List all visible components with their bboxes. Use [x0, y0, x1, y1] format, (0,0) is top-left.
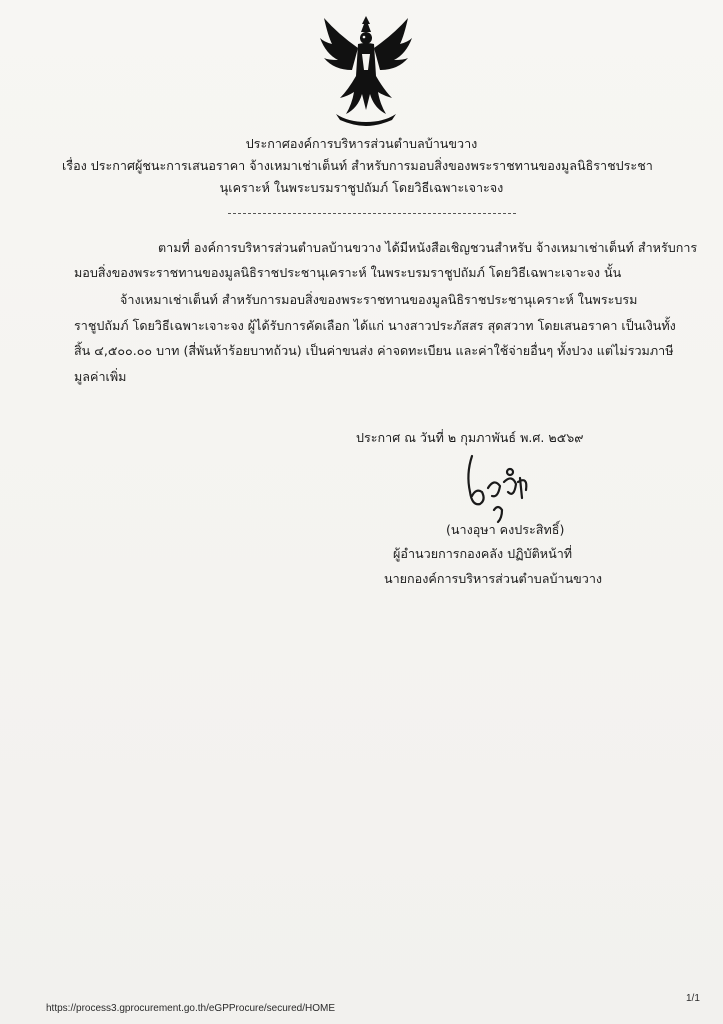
signer-position-1: ผู้อำนวยการกองคลัง ปฏิบัติหน้าที่	[393, 546, 573, 561]
garuda-emblem-icon	[318, 14, 414, 126]
paragraph-2-line-3: สิ้น ๔,๕๐๐.๐๐ บาท (สี่พันห้าร้อยบาทถ้วน) เป็นค่าขนส่ง ค่าจดทะเบียน และค่าใช้จ่ายอื่นๆ ทั้งปวง แต่ไม่รวมภาษี	[74, 343, 674, 358]
dashed-divider	[228, 213, 516, 214]
paragraph-1-line-1: ตามที่ องค์การบริหารส่วนตำบลบ้านขวาง ได้มีหนังสือเชิญชวนสำหรับ จ้างเหมาเช่าเต็นท์ สำหรับการ	[158, 240, 698, 255]
document-title: ประกาศองค์การบริหารส่วนตำบลบ้านขวาง	[245, 136, 478, 151]
subject-line-1: เรื่อง ประกาศผู้ชนะการเสนอราคา จ้างเหมาเช่าเต็นท์ สำหรับการมอบสิ่งของพระราชทานของมูลนิธิราชประชา	[62, 158, 653, 173]
subject-line-2: นุเคราะห์ ในพระบรมราชูปถัมภ์ โดยวิธีเฉพาะเจาะจง	[219, 180, 504, 195]
paragraph-2-line-4: มูลค่าเพิ่ม	[74, 369, 127, 384]
paragraph-2-line-1: จ้างเหมาเช่าเต็นท์ สำหรับการมอบสิ่งของพระราชทานของมูลนิธิราชประชานุเคราะห์ ในพระบรม	[120, 292, 638, 307]
paragraph-2-line-2: ราชูปถัมภ์ โดยวิธีเฉพาะเจาะจง ผู้ได้รับการคัดเลือก ได้แก่ นางสาวประภัสสร สุดสวาท โดยเสนอราคา เป็นเงินทั้ง	[74, 318, 676, 333]
signer-position-2: นายกองค์การบริหารส่วนตำบลบ้านขวาง	[384, 571, 603, 586]
handwritten-signature	[458, 452, 554, 532]
print-footer-page-number: 1/1	[686, 993, 700, 1004]
announcement-date: ประกาศ ณ วันที่ ๒ กุมภาพันธ์ พ.ศ. ๒๕๖๙	[356, 430, 584, 445]
print-footer-url: https://process3.gprocurement.go.th/eGPProcure/secured/HOME	[46, 1003, 336, 1014]
paragraph-1-line-2: มอบสิ่งของพระราชทานของมูลนิธิราชประชานุเคราะห์ ในพระบรมราชูปถัมภ์ โดยวิธีเฉพาะเจาะจง นั้น	[74, 265, 622, 280]
signer-name: (นางอุษา คงประสิทธิ์)	[446, 522, 565, 537]
